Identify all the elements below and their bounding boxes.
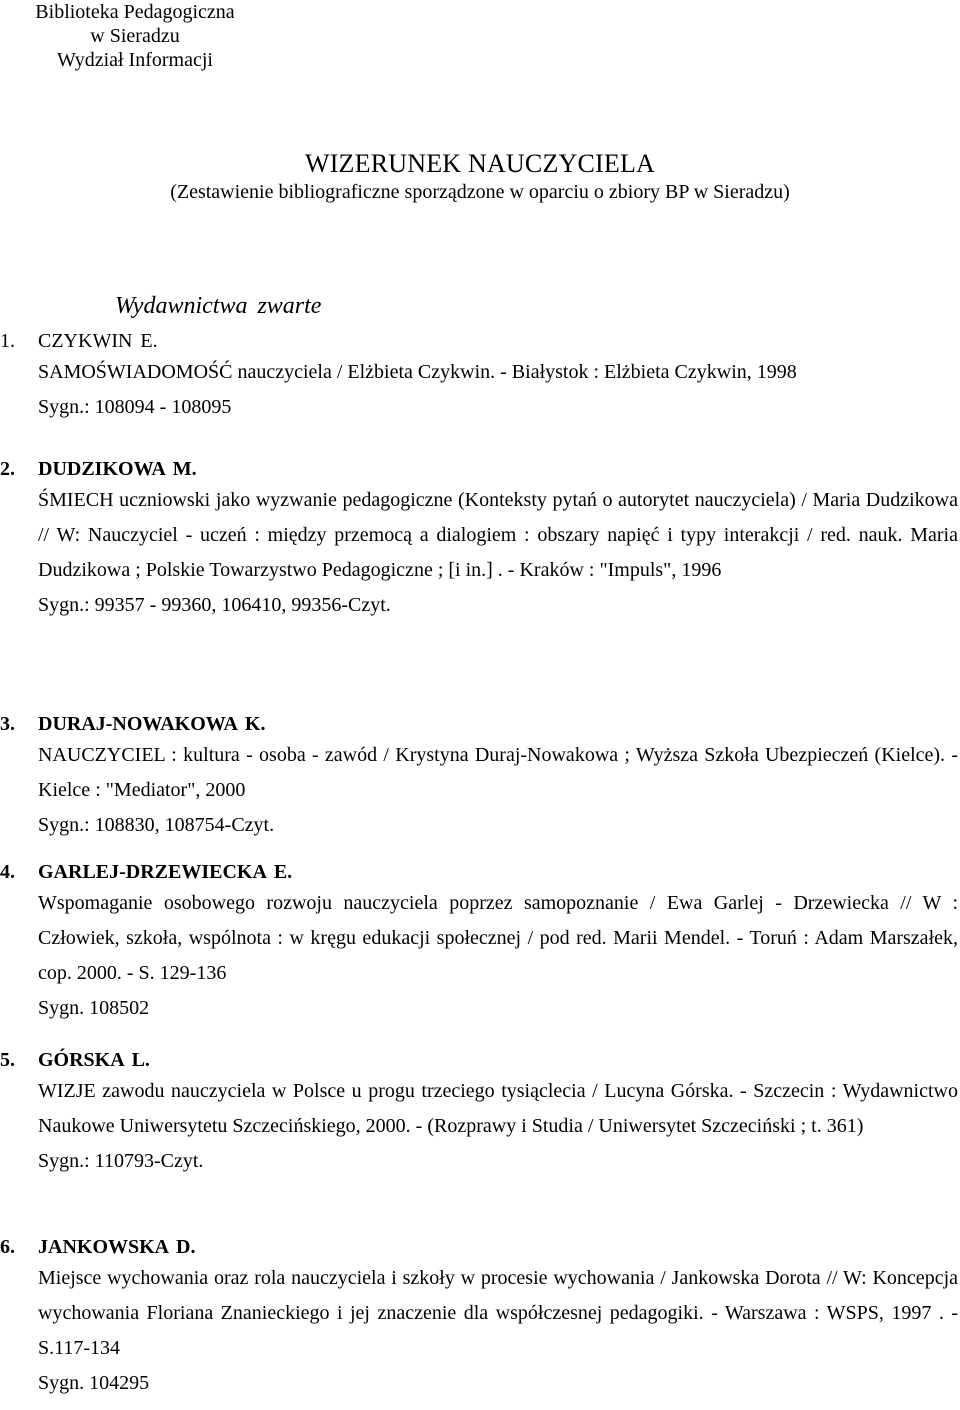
title-block [0,148,960,204]
entry-description: NAUCZYCIEL : kultura - osoba - zawód / Krystyna Duraj-Nowakowa ; Wyższa Szkoła Ubezpieczeń (Kielce). - Kielce : "Mediator", 2000 [38,744,958,801]
entry-heading [0,455,960,483]
entry-number: 5. [0,1049,15,1071]
entry-shelfmark: Sygn. 108502 [38,997,150,1019]
entry-heading [0,327,960,355]
library-department: Wydział Informacji [57,49,213,71]
library-name: Biblioteka Pedagogiczna [35,1,235,23]
bibliography-list [0,327,960,1403]
entry-shelfmark: Sygn.: 110793-Czyt. [38,1150,204,1172]
document-subtitle: (Zestawienie bibliograficzne sporządzone w oparciu o zbiory BP w Sieradzu) [170,181,790,203]
bibliography-entry [0,858,960,1024]
entry-number: 2. [0,458,15,480]
bibliography-entry [0,1233,960,1403]
entry-author: CZYKWIN E. [38,330,158,352]
entry-heading [0,1046,960,1074]
bibliography-entry [0,327,960,423]
entry-number: 6. [0,1236,15,1258]
entry-shelfmark: Sygn. 104295 [38,1372,150,1394]
entry-author: GARLEJ-DRZEWIECKA E. [38,861,293,883]
entry-description: ŚMIECH uczniowski jako wyzwanie pedagogiczne (Konteksty pytań o autorytet nauczyciela) / Maria Dudzikowa // W: Nauczyciel - uczeń : między przemocą a dialogiem : obszary napięć i typy interakcji / red. nauk. Maria Dudzikowa ; Polskie Towarzystwo Pedagogiczne ; [i in.] . - Kraków : "Impuls", 1996 [38,489,958,581]
entry-description: Miejsce wychowania oraz rola nauczyciela i szkoły w procesie wychowania / Jankowska Dorota // W: Koncepcja wychowania Floriana Znanieckiego i jej znaczenie dla współczesnej pedagogiki. - Warszawa : WSPS, 1997 . - S.117-134 [38,1267,958,1359]
entry-number: 1. [0,330,15,352]
entry-shelfmark: Sygn.: 99357 - 99360, 106410, 99356-Czyt. [38,594,391,616]
bibliography-entry [0,1046,960,1211]
entry-number: 3. [0,713,15,735]
entry-shelfmark: Sygn.: 108094 - 108095 [38,396,232,418]
entry-heading [0,1233,960,1261]
entry-heading [0,710,960,738]
library-location: w Sieradzu [90,25,180,47]
entry-description: SAMOŚWIADOMOŚĆ nauczyciela / Elżbieta Czykwin. - Białystok : Elżbieta Czykwin, 1998 [38,361,797,383]
document-title: WIZERUNEK NAUCZYCIELA [304,149,656,178]
entry-description: WIZJE zawodu nauczyciela w Polsce u progu trzeciego tysiąclecia / Lucyna Górska. - Szczecin : Wydawnictwo Naukowe Uniwersytetu Szczecińskiego, 2000. - (Rozprawy i Studia / Uniwersytet Szczeciński ; t. 361) [38,1080,958,1137]
section-heading: Wydawnictwa zwarte [115,293,322,319]
entry-heading [0,858,960,886]
entry-author: GÓRSKA L. [38,1049,150,1071]
entry-description: Wspomaganie osobowego rozwoju nauczyciela poprzez samopoznanie / Ewa Garlej - Drzewiecka // W : Człowiek, szkoła, wspólnota : w kręgu edukacji społecznej / pod red. Marii Mendel. - Toruń : Adam Marszałek, cop. 2000. - S. 129-136 [38,892,958,984]
entry-shelfmark: Sygn.: 108830, 108754-Czyt. [38,814,275,836]
entry-author: DURAJ-NOWAKOWA K. [38,713,266,735]
entry-number: 4. [0,861,15,883]
entry-author: DUDZIKOWA M. [38,458,197,480]
bibliography-entry [0,455,960,689]
bibliography-entry [0,710,960,840]
library-header [22,0,248,72]
entry-author: JANKOWSKA D. [38,1236,196,1258]
